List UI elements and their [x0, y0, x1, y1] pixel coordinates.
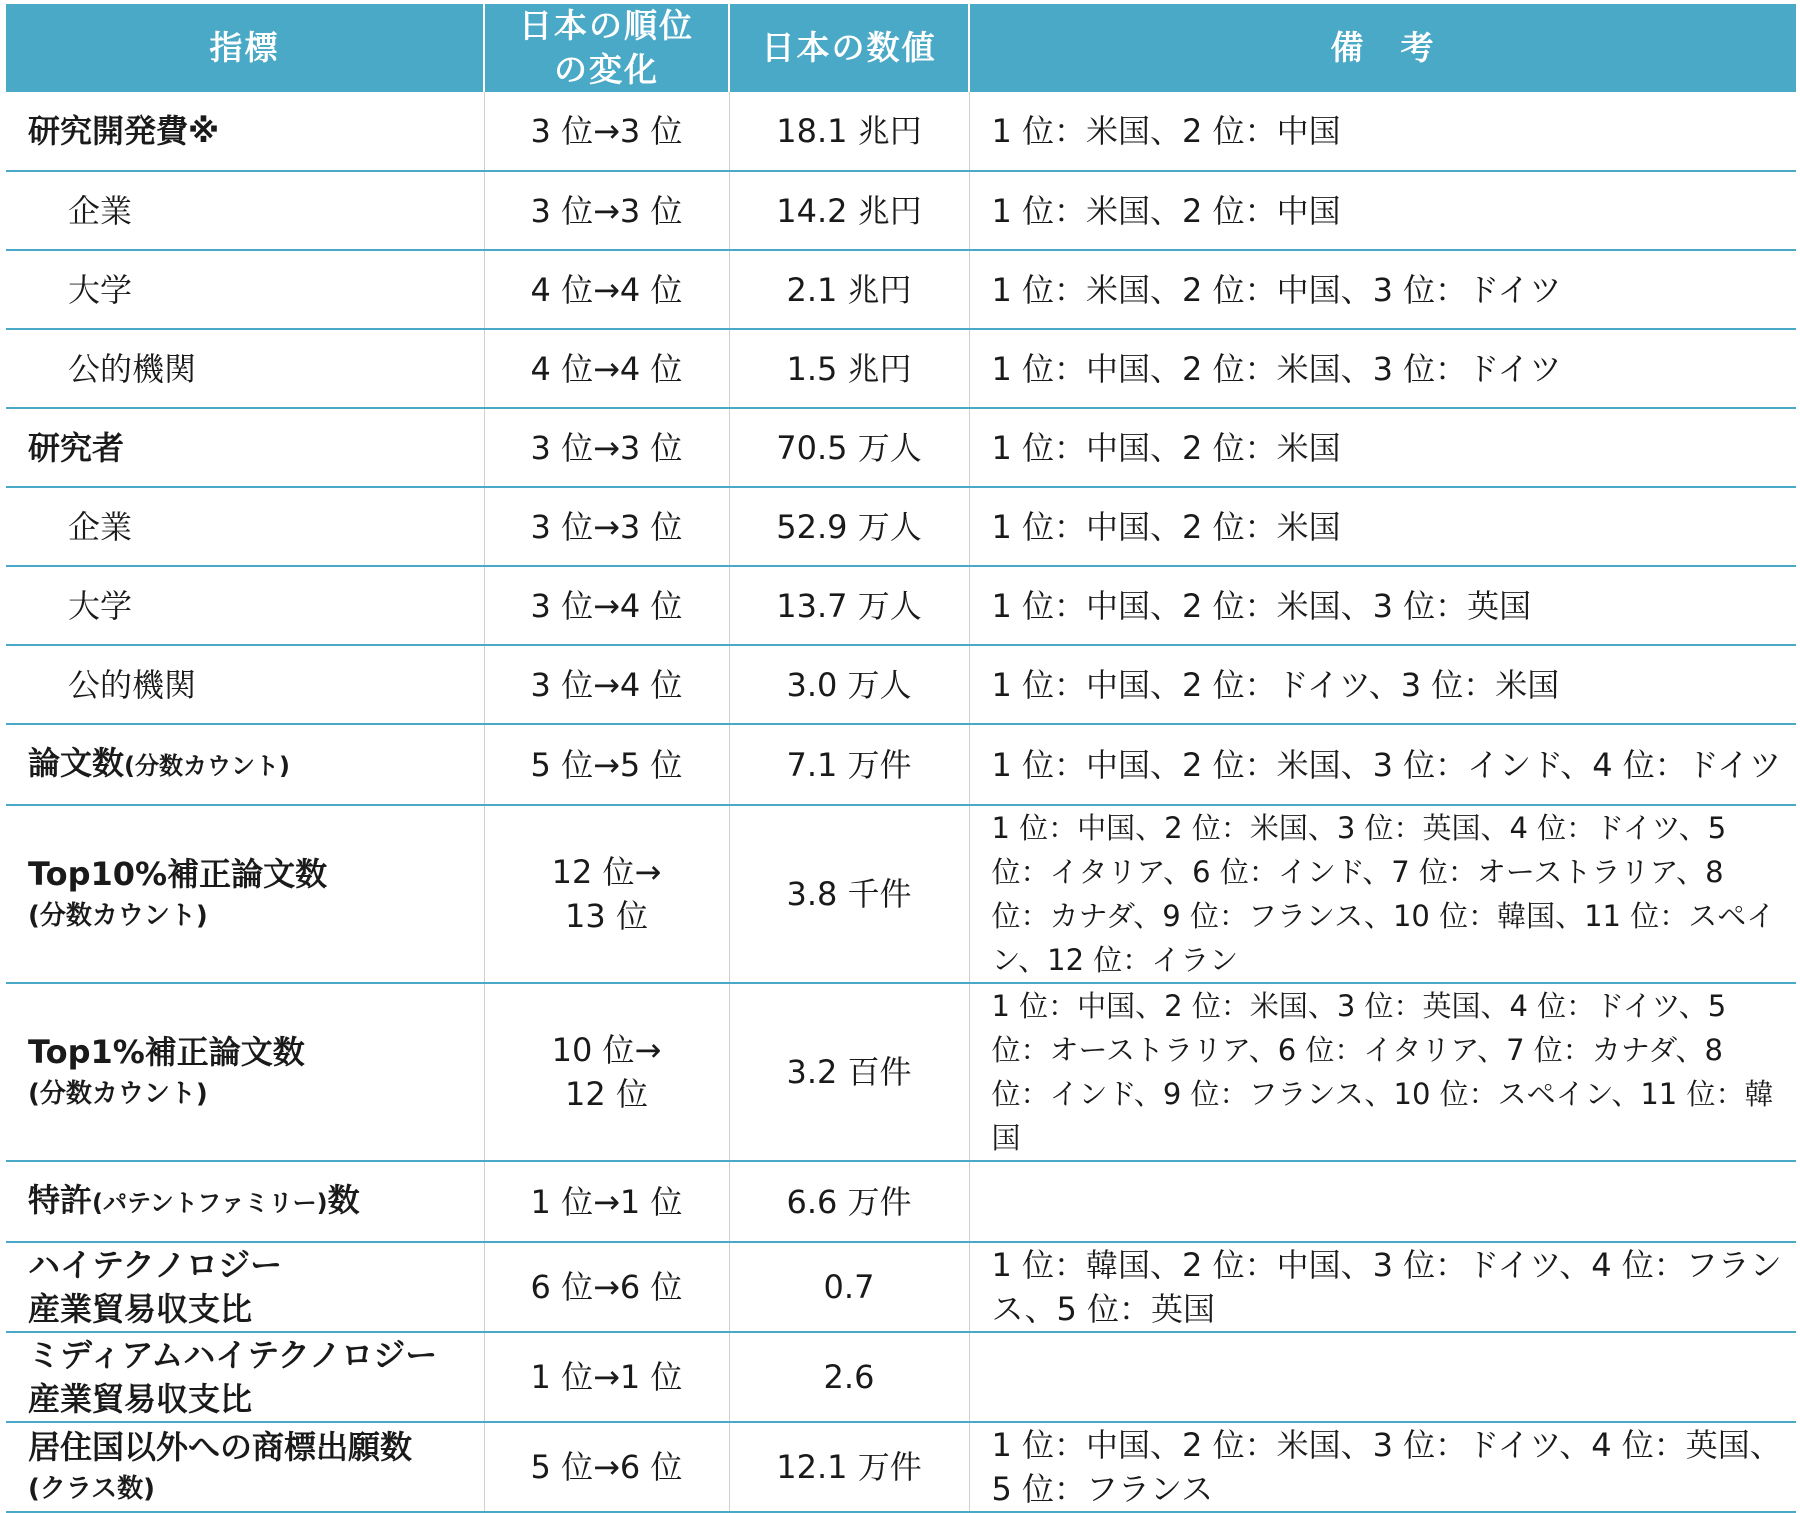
indicator-name-qualifier: (分数カウント): [28, 1079, 208, 1109]
indicator-name-line1: ハイテクノロジー: [28, 1246, 283, 1284]
indicator-name-main: 論文数: [28, 744, 125, 782]
indicator-name: [6, 805, 484, 983]
notes: 1 位：中国、2 位：米国、3 位：英国: [969, 566, 1796, 645]
indicator-name: [6, 724, 484, 805]
table-row: [6, 1332, 1796, 1422]
indicator-name: 大学: [6, 566, 484, 645]
header-rank-change-line1: 日本の順位: [519, 6, 694, 45]
notes: [969, 1161, 1796, 1242]
notes: 1 位：中国、2 位：ドイツ、3 位：米国: [969, 645, 1796, 724]
indicator-table: [6, 4, 1796, 1513]
notes: 1 位：中国、2 位：米国: [969, 487, 1796, 566]
rank-change: 1 位→1 位: [484, 1332, 729, 1422]
table-row: [6, 250, 1796, 329]
notes: 1 位：中国、2 位：米国、3 位：英国、4 位：ドイツ、5 位：オーストラリア、6 位：イタリア、7 位：カナダ、8 位：インド、9 位：フランス、10 位：スペイン、11 位：韓国: [969, 983, 1796, 1161]
rank-change: 4 位→4 位: [484, 329, 729, 408]
japan-value: 14.2 兆円: [729, 171, 969, 250]
indicator-name: 公的機関: [6, 329, 484, 408]
table-row: [6, 329, 1796, 408]
notes: [969, 1332, 1796, 1422]
table-row: [6, 566, 1796, 645]
header-indicator: 指標: [6, 4, 484, 92]
japan-value: 6.6 万件: [729, 1161, 969, 1242]
indicator-name: [6, 1242, 484, 1332]
table-row: [6, 487, 1796, 566]
indicator-name: [6, 1161, 484, 1242]
indicator-name-qualifier: (クラス数): [28, 1474, 155, 1504]
japan-value: 12.1 万件: [729, 1422, 969, 1512]
indicator-name-main: Top10%補正論文数: [28, 855, 328, 893]
rank-change: 5 位→6 位: [484, 1422, 729, 1512]
table-row: [6, 1161, 1796, 1242]
rank-change: 3 位→3 位: [484, 171, 729, 250]
indicator-name: 企業: [6, 487, 484, 566]
notes: 1 位：米国、2 位：中国、3 位：ドイツ: [969, 250, 1796, 329]
japan-value: 1.5 兆円: [729, 329, 969, 408]
rank-change: 6 位→6 位: [484, 1242, 729, 1332]
rank-change-line2: 12 位: [565, 1075, 648, 1113]
table-row: [6, 171, 1796, 250]
japan-value: 13.7 万人: [729, 566, 969, 645]
rank-change-line1: 10 位→: [551, 1031, 662, 1069]
japan-value: 0.7: [729, 1242, 969, 1332]
notes: 1 位：米国、2 位：中国: [969, 171, 1796, 250]
indicator-name: 企業: [6, 171, 484, 250]
japan-value: 3.8 千件: [729, 805, 969, 983]
table-row: [6, 1242, 1796, 1332]
indicator-name: 大学: [6, 250, 484, 329]
indicator-name: 研究開発費※: [6, 92, 484, 171]
header-rank-change-line2: の変化: [554, 50, 659, 89]
header-row: [6, 4, 1796, 92]
indicator-name-qualifier: (分数カウント): [28, 901, 208, 931]
japan-value: 52.9 万人: [729, 487, 969, 566]
notes: 1 位：米国、2 位：中国: [969, 92, 1796, 171]
indicator-name-tail: 数: [327, 1181, 360, 1219]
notes: 1 位：韓国、2 位：中国、3 位：ドイツ、4 位：フランス、5 位：英国: [969, 1242, 1796, 1332]
header-notes: 備 考: [969, 4, 1796, 92]
indicator-name-line1: ミディアムハイテクノロジー: [28, 1336, 438, 1374]
indicator-name-qualifier: (分数カウント): [124, 752, 290, 780]
table-row: [6, 1422, 1796, 1512]
japan-value: 2.1 兆円: [729, 250, 969, 329]
japan-value: 70.5 万人: [729, 408, 969, 487]
indicator-name: [6, 1422, 484, 1512]
japan-value: 3.0 万人: [729, 645, 969, 724]
notes: 1 位：中国、2 位：米国、3 位：ドイツ: [969, 329, 1796, 408]
table-row: [6, 92, 1796, 171]
header-rank-change: [484, 4, 729, 92]
indicator-name-line2: 産業貿易収支比: [28, 1380, 253, 1418]
rank-change: [484, 983, 729, 1161]
japan-value: 18.1 兆円: [729, 92, 969, 171]
rank-change: 5 位→5 位: [484, 724, 729, 805]
rank-change: 4 位→4 位: [484, 250, 729, 329]
table-row: [6, 983, 1796, 1161]
notes: 1 位：中国、2 位：米国、3 位：ドイツ、4 位：英国、5 位：フランス: [969, 1422, 1796, 1512]
japan-value: 3.2 百件: [729, 983, 969, 1161]
indicator-name-qualifier: (パテントファミリー): [92, 1189, 328, 1217]
rank-change: [484, 805, 729, 983]
table-row: [6, 645, 1796, 724]
rank-change-line2: 13 位: [565, 897, 648, 935]
rank-change: 3 位→4 位: [484, 566, 729, 645]
rank-change: 1 位→1 位: [484, 1161, 729, 1242]
indicator-name-main: 居住国以外への商標出願数: [28, 1428, 413, 1466]
header-value: 日本の数値: [729, 4, 969, 92]
rank-change: 3 位→4 位: [484, 645, 729, 724]
indicator-name: 公的機関: [6, 645, 484, 724]
indicator-name: [6, 983, 484, 1161]
notes: 1 位：中国、2 位：米国、3 位：英国、4 位：ドイツ、5 位：イタリア、6 位：インド、7 位：オーストラリア、8 位：カナダ、9 位：フランス、10 位：韓国、11 位：スペイン、12 位：イラン: [969, 805, 1796, 983]
indicator-name-line2: 産業貿易収支比: [28, 1290, 253, 1328]
table-row: [6, 408, 1796, 487]
rank-change-line1: 12 位→: [551, 853, 662, 891]
rank-change: 3 位→3 位: [484, 487, 729, 566]
notes: 1 位：中国、2 位：米国: [969, 408, 1796, 487]
japan-value: 7.1 万件: [729, 724, 969, 805]
japan-value: 2.6: [729, 1332, 969, 1422]
table-row: [6, 724, 1796, 805]
indicator-name: [6, 1332, 484, 1422]
rank-change: 3 位→3 位: [484, 408, 729, 487]
indicator-name: 研究者: [6, 408, 484, 487]
notes: 1 位：中国、2 位：米国、3 位：インド、4 位：ドイツ: [969, 724, 1796, 805]
indicator-name-main: Top1%補正論文数: [28, 1033, 305, 1071]
indicator-name-main: 特許: [28, 1181, 93, 1219]
table-row: [6, 805, 1796, 983]
rank-change: 3 位→3 位: [484, 92, 729, 171]
